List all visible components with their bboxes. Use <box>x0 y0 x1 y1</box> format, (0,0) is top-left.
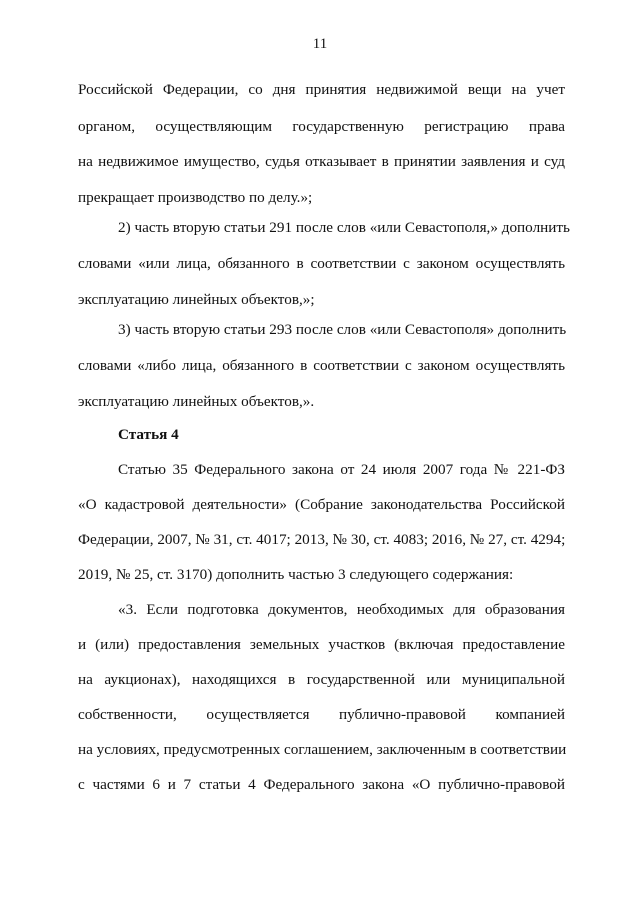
text-line: на условиях, предусмотренных соглашением, заключенным в соответствии <box>78 741 567 758</box>
text-line: «О кадастровой деятельности» (Собрание законодательства Российской <box>78 496 565 513</box>
text-line: органом, осуществляющим государственную регистрацию права <box>78 118 565 135</box>
text-line: на недвижимое имущество, судья отказывает в принятии заявления и суд <box>78 153 565 170</box>
text-line: «3. Если подготовка документов, необходимых для образования <box>118 601 565 618</box>
text-line: Федерации, 2007, № 31, ст. 4017; 2013, № 30, ст. 4083; 2016, № 27, ст. 4294; <box>78 531 566 548</box>
article-heading: Статья 4 <box>118 426 179 443</box>
text-line: с частями 6 и 7 статьи 4 Федерального закона «О публично-правовой <box>78 776 565 793</box>
text-line: прекращает производство по делу.»; <box>78 189 313 206</box>
text-line: на аукционах), находящихся в государственной или муниципальной <box>78 671 565 688</box>
page-number: 11 <box>312 36 328 52</box>
text-line: Российской Федерации, со дня принятия недвижимой вещи на учет <box>78 81 565 98</box>
text-line: собственности, осуществляется публично-правовой компанией <box>78 706 565 723</box>
text-line: словами «или лица, обязанного в соответствии с законом осуществлять <box>78 255 565 272</box>
text-line: 2019, № 25, ст. 3170) дополнить частью 3 следующего содержания: <box>78 566 514 583</box>
text-line: 2) часть вторую статьи 291 после слов «или Севастополя,» дополнить <box>118 219 570 236</box>
text-line: эксплуатацию линейных объектов,». <box>78 393 315 410</box>
text-line: и (или) предоставления земельных участков (включая предоставление <box>78 636 565 653</box>
text-line: Статью 35 Федерального закона от 24 июля 2007 года № 221-ФЗ <box>118 461 565 478</box>
text-line: эксплуатацию линейных объектов,»; <box>78 291 315 308</box>
text-line: словами «либо лица, обязанного в соответствии с законом осуществлять <box>78 357 565 374</box>
text-line: 3) часть вторую статьи 293 после слов «или Севастополя» дополнить <box>118 321 567 338</box>
